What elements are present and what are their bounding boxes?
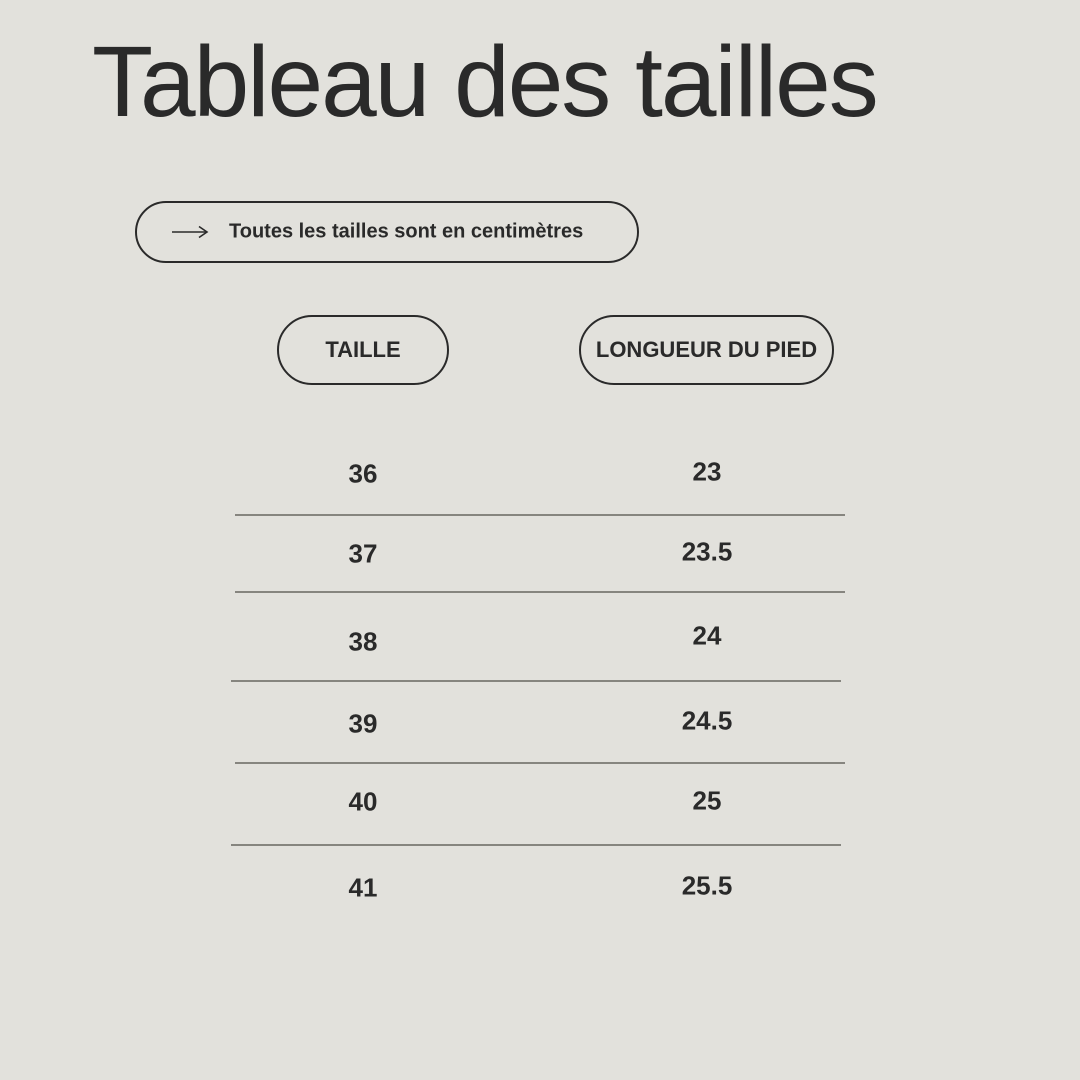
cell-foot-length: 25: [692, 785, 722, 816]
cell-size: 38: [348, 626, 378, 657]
row-divider: [235, 514, 845, 516]
cell-foot-length: 23: [692, 456, 722, 487]
row-divider: [231, 844, 841, 846]
column-header-foot-length: LONGUEUR DU PIED: [579, 315, 834, 385]
cell-size: 41: [348, 872, 378, 903]
cell-foot-length: 25.5: [681, 870, 733, 901]
cell-foot-length: 24.5: [681, 705, 733, 736]
arrow-right-icon: [171, 225, 209, 239]
row-divider: [231, 680, 841, 682]
cell-foot-length: 23.5: [681, 536, 733, 567]
cell-size: 37: [348, 538, 378, 569]
cell-size: 40: [348, 786, 378, 817]
column-header-size: TAILLE: [277, 315, 449, 385]
cell-foot-length: 24: [692, 620, 722, 651]
cell-size: 36: [348, 458, 378, 489]
units-note: [135, 201, 639, 263]
units-note-text: Toutes les tailles sont en centimètres: [229, 220, 584, 243]
page-title: Tableau des tailles: [92, 26, 877, 138]
cell-size: 39: [348, 708, 378, 739]
row-divider: [235, 762, 845, 764]
row-divider: [235, 591, 845, 593]
